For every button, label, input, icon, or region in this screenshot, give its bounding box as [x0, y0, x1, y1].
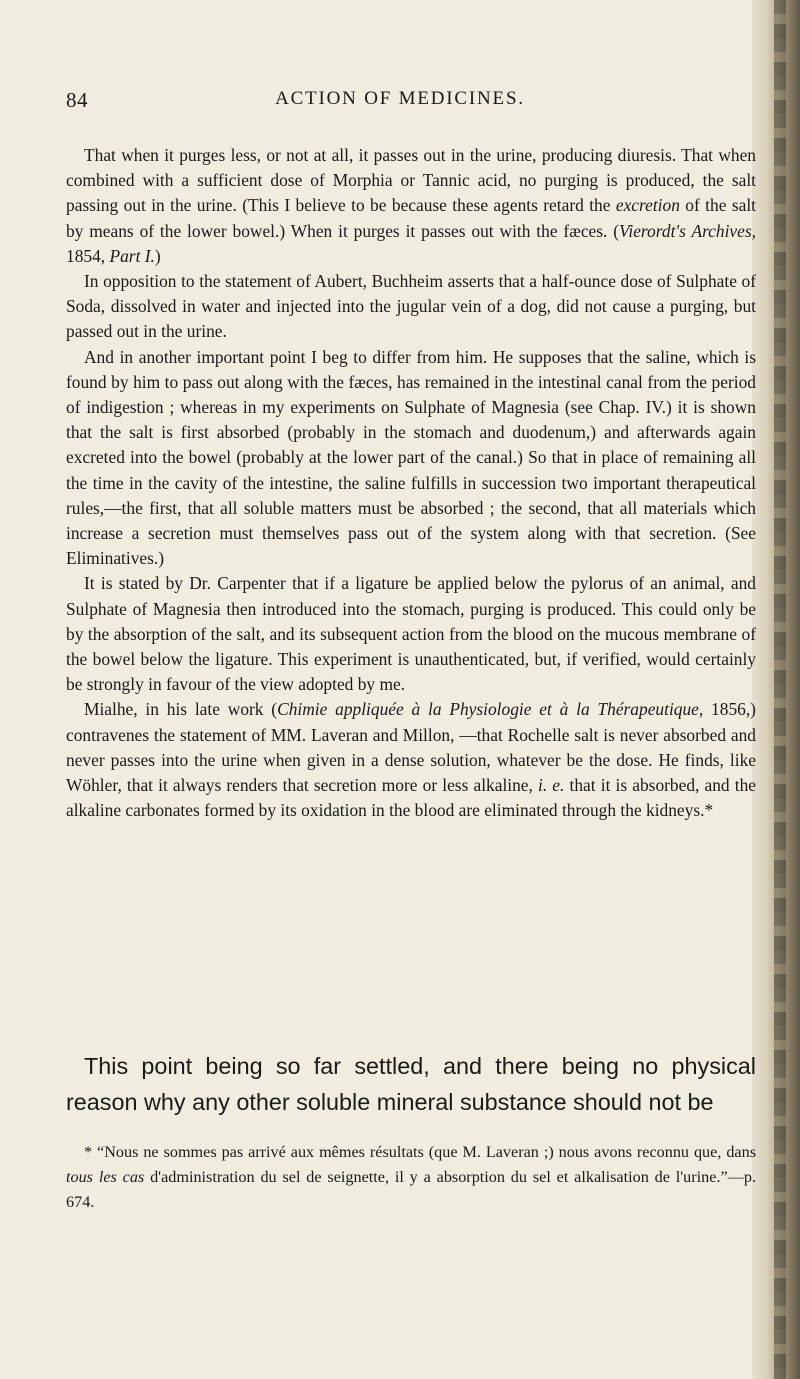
footnote-text: * “Nous ne sommes pas arrivé aux mêmes résultats (que M. Laveran ;) nous avons reconnu que, dans tous les cas d'administration du sel de seignette, il y a absorption du sel et alkalisation de l'urine.”—p. 674. — [66, 1143, 756, 1211]
page-number: 84 — [66, 88, 88, 112]
paragraph-4: It is stated by Dr. Carpenter that if a ligature be applied below the pylorus of an animal, and Sulphate of Magnesia then introduced into the stomach, purging is produced. This could only be by the absorption of the salt, and its subsequent action from the blood on the mucous membrane of the bowel below the ligature. This experiment is unauthenticated, but, if verified, would certainly be strongly in favour of the view adopted by me. — [66, 573, 756, 695]
large-text-block — [66, 1048, 756, 1120]
paragraph-5: Mialhe, in his late work (Chimie appliquée à la Physiologie et à la Thérapeutique, 1856,) contravenes the statement of MM. Laveran and Millon, —that Rochelle salt is never absorbed and never passes into the urine when given in a dense solution, whatever be the dose. He finds, like Wöhler, that it always renders that secretion more or less alkaline, i. e. that it is absorbed, and the alkaline carbonates formed by its oxidation in the blood are eliminated through the kidneys.* — [66, 699, 757, 821]
binding-edge — [774, 0, 786, 1379]
body-text — [66, 143, 756, 823]
paragraph-1: That when it purges less, or not at all, it passes out in the urine, producing diuresis. That when combined with a sufficient dose of Morphia or Tannic acid, no purging is produced, the salt passing out in the urine. (This I believe to be because these agents retard the excretion of the salt by means of the lower bowel.) When it purges it passes out with the fæces. (Vierordt's Archives, 1854, Part I.) — [66, 145, 756, 266]
paragraph-3: And in another important point I beg to differ from him. He supposes that the saline, which is found by him to pass out along with the fæces, has remained in the intestinal canal from the period of indigestion ; whereas in my experiments on Sulphate of Magnesia (see Chap. IV.) it is shown that the salt is first absorbed (probably in the stomach and duodenum,) and afterwards again excreted into the bowel (probably at the lower part of the canal.) So that in place of remaining all the time in the cavity of the intestine, the saline fulfills in succession two important therapeutical rules,—the first, that all soluble matters must be absorbed ; the second, that all materials which increase a secretion must themselves pass out of the system along with that secretion. (See Eliminatives.) — [66, 346, 756, 569]
paragraph-6: This point being so far settled, and there being no physical reason why any other soluble mineral substance should not be — [66, 1053, 756, 1115]
running-title: ACTION OF MEDICINES. — [275, 88, 525, 109]
footnote — [66, 1140, 756, 1215]
running-head — [0, 88, 760, 116]
paragraph-2: In opposition to the statement of Aubert, Buchheim asserts that a half-ounce dose of Sulphate of Soda, dissolved in water and injected into the jugular vein of a dog, did not cause a purging, but passed out in the urine. — [66, 271, 756, 342]
